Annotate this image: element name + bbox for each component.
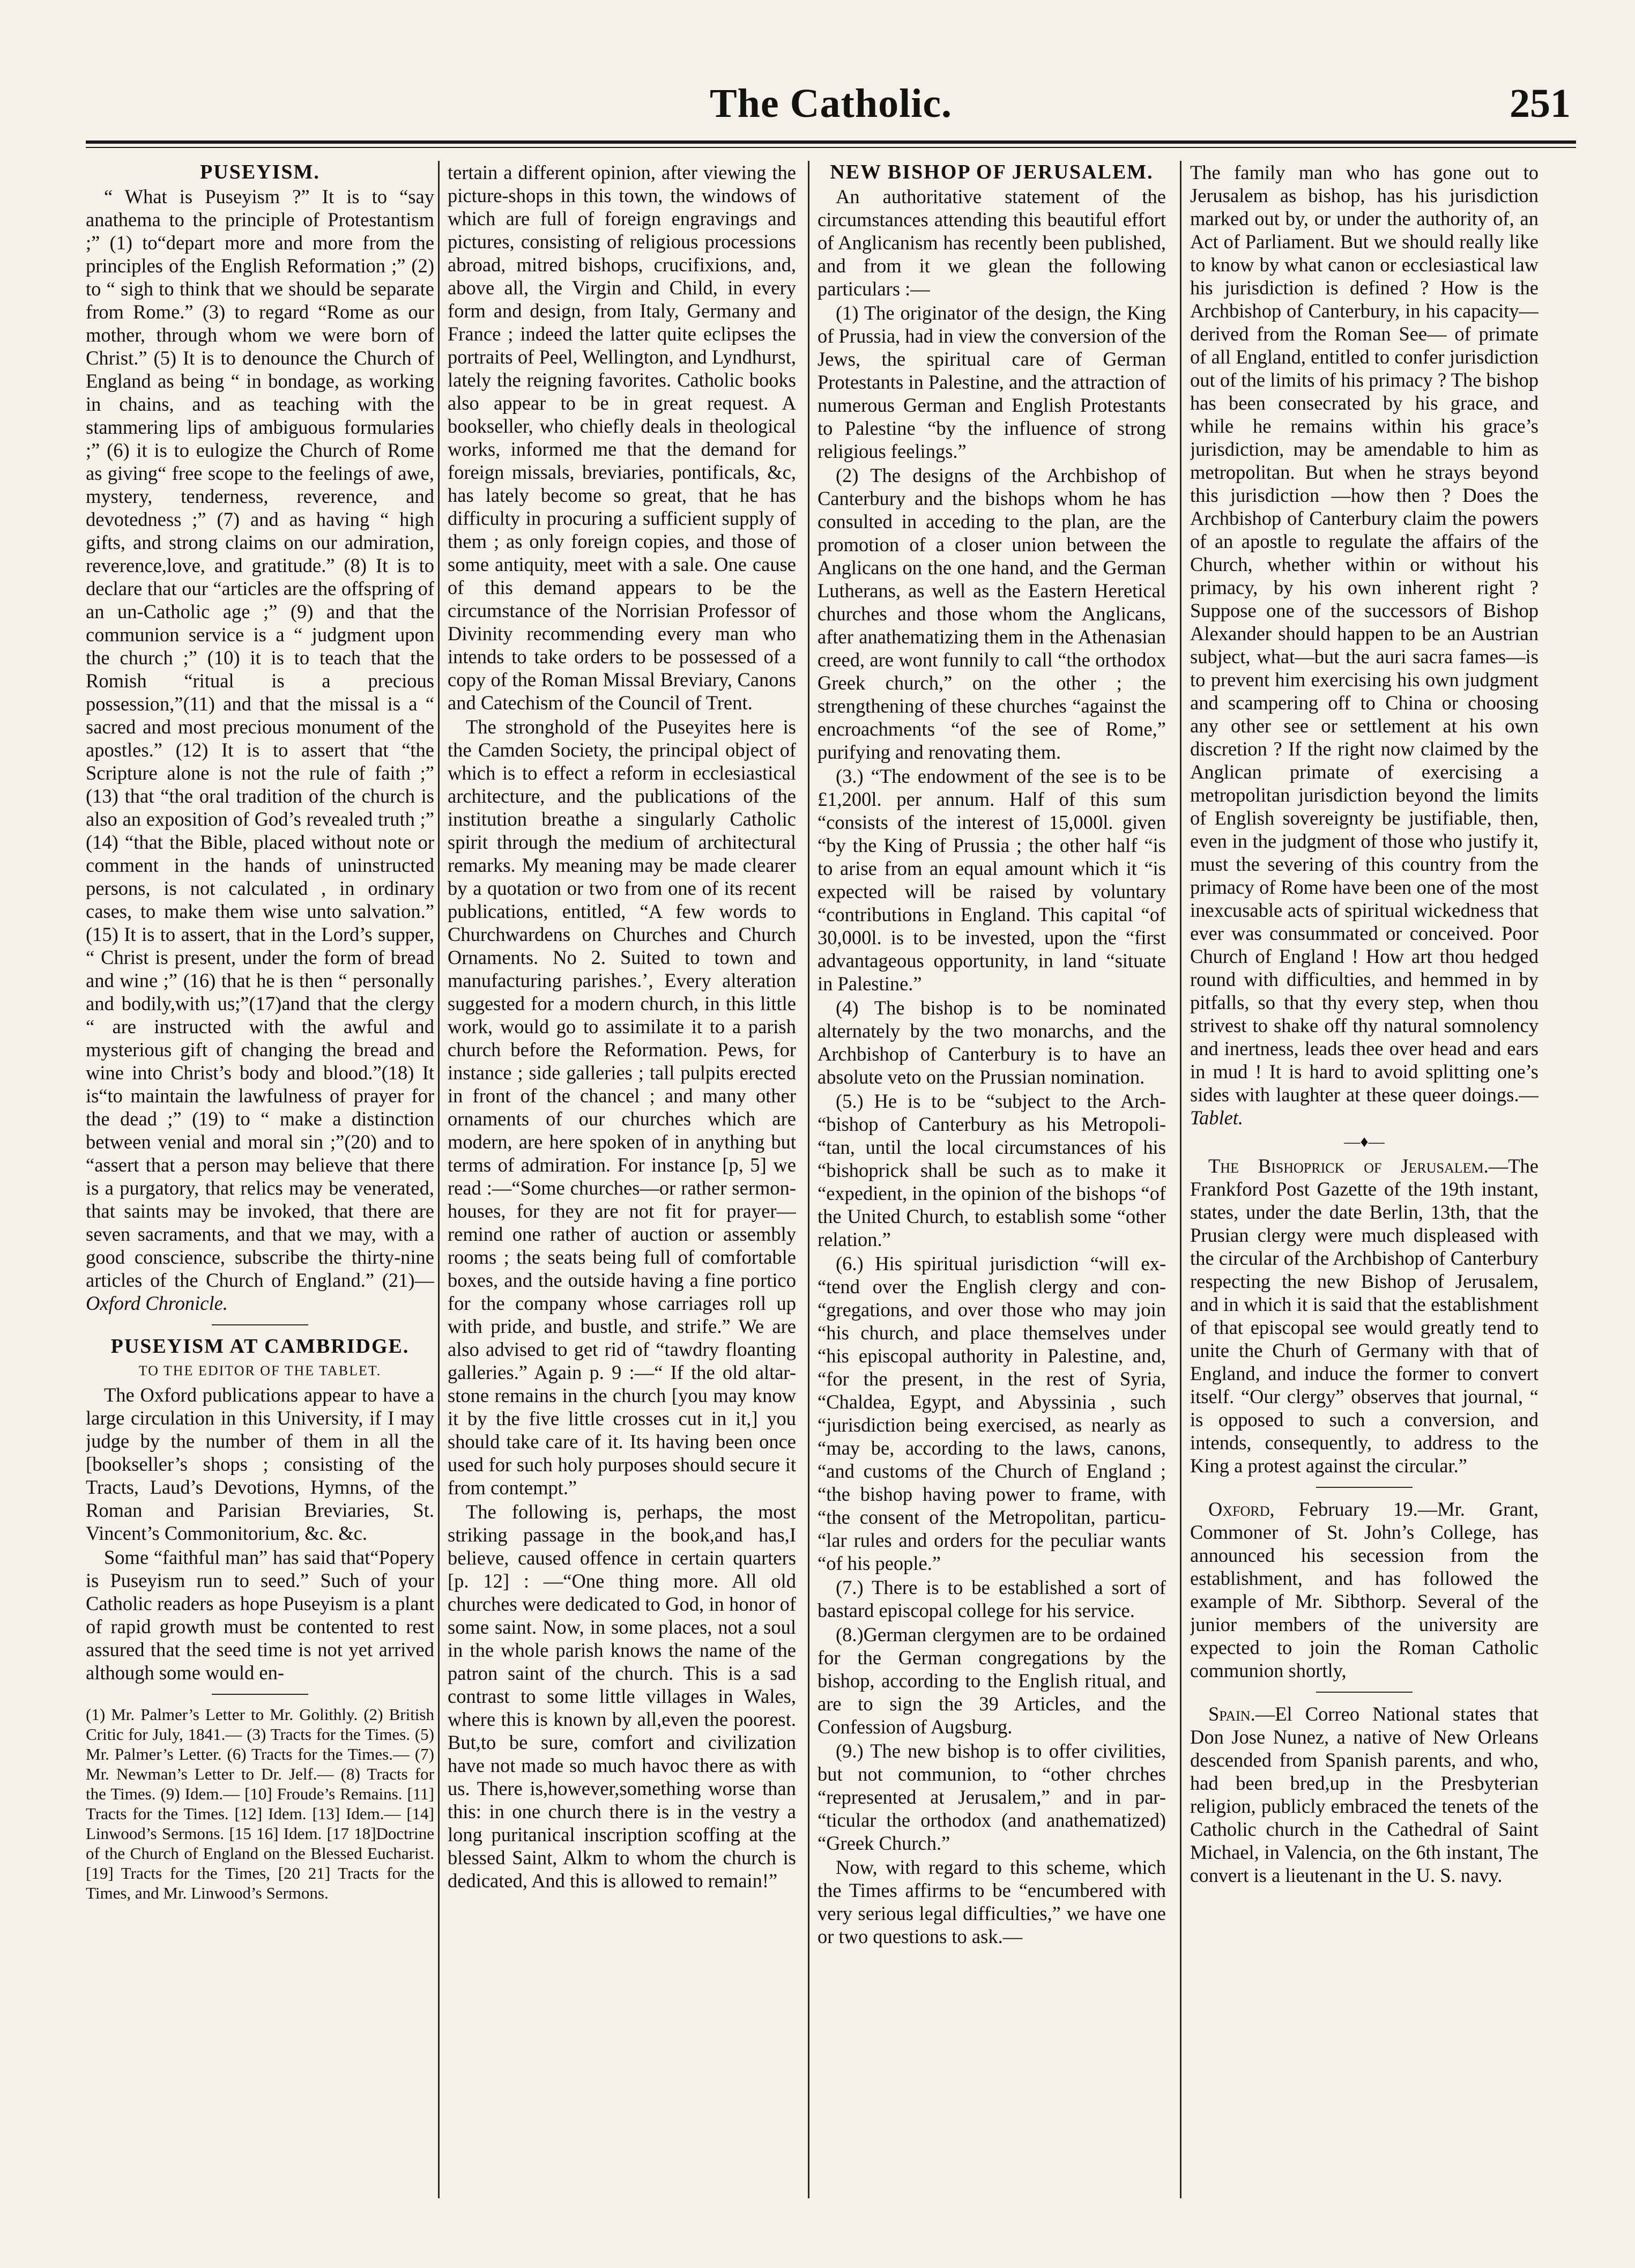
footnote-separator [212,1694,308,1695]
article-paragraph: (8.)German clergymen are to be ordained for the German congregations by the bishop, according to the English ritual, and are to sign the 39 Articles, and the Confession of Augsburg. [818,1624,1166,1738]
article-paragraph [1190,1154,1539,1477]
article-paragraph: (6.) His spiritual jurisdiction “will ex- “tend over the English clergy and con- “gregations, and over those who may join “his church, and place themselves under “his episcopal authority in Palestine, and, “for the present, in the rest of Syria, “Chaldea, Egypt, and Abyssinia , such “jurisdiction being exercised, as nearly as “may be, according to the laws, canons, “and customs of the Church of England ; “the bishop having power to frame, with “the consent of the Metropolitan, particu- “lar rules and orders for the peculiar wants “of his people.” [818,1252,1166,1574]
article-heading-puseyism: PUSEYISM. [200,161,320,183]
item-lead: Oxford, [1208,1498,1275,1520]
article-paragraph: tertain a different opinion, after viewing the picture-shops in this town, the windows of which are full of foreign engravings and pictures, consisting of religious processions abroad, mitred bishops, crucifixions, and, above all, the Virgin and Child, in every form and design, from Italy, Germany and France ; indeed the latter quite eclipses the portraits of Peel, Wellington, and Lyndhurst, lately the reigning favorites. Catholic books also appear to be in great request. A bookseller, who chiefly deals in theological works, informed me that the demand for foreign missals, breviaries, pontificals, &c, has lately become so great, that he has difficulty in procuring a sufficient supply of them ; as only foreign copies, and those of some antiquity, meet with a sale. One cause of this demand appears to be the circumstance of the Norrisian Professor of Divinity recommending every man who intends to take orders to be possessed of a copy of the Roman Missal Breviary, Canons and Catechism of the Council of Trent. [448,161,796,714]
column-divider [808,161,809,2198]
article-heading-jerusalem: NEW BISHOP OF JERUSALEM. [830,161,1154,183]
column-1 [86,161,434,2220]
article-paragraph: An authoritative statement of the circumstances attending this beautiful effort of Anglicanism has recently been published, and from it we glean the following particulars :— [818,186,1166,300]
header-rule-thin [86,147,1576,148]
section-separator [212,1324,308,1325]
article-paragraph: (2) The designs of the Archbishop of Canterbury and the bishops whom he has consulted in acceding to the plan, are the promotion of a closer union between the Anglicans on the one hand, and the German Lutherans, as well as the Eastern Heretical churches and those whom the Anglicans, after anathematizing them in the Athenasian creed, are wont funnily to call “the orthodox Greek church,” on the other ; the strengthening of these churches “against the encroachments “of the see of Rome,” purifying and renovating them. [818,464,1166,763]
article-paragraph: Now, with regard to this scheme, which the Times affirms to be “encumbered with very serious legal difficulties,” we have one or two questions to ask.— [818,1856,1166,1947]
column-2 [448,161,796,2220]
article-paragraph: (9.) The new bishop is to offer civilities, but not communion, to “other chrches “represented at Jerusalem,” and in par- “ticular the orthodox (and anathematized) “Greek Church.” [818,1740,1166,1854]
item-lead: Spain. [1208,1703,1255,1725]
column-divider [438,161,440,2198]
article-paragraph: (4) The bishop is to be nominated alternately by the two monarchs, and the Archbishop of Canterbury is to have an absolute veto on the Prussian nomination. [818,997,1166,1088]
article-paragraph [1190,1498,1539,1682]
section-separator [1316,1487,1413,1488]
paragraph-text: —El Correo National states that Don Jose Nunez, a native of New Orleans descended from Spanish parents, and who, had been bred,up in the Presbyterian religion, publicly embraced the tenets of the Catholic church in the Cathedral of Saint Michael, in Valencia, on the 6th instant, The convert is a lieutenant in the U. S. navy. [1190,1703,1539,1886]
article-paragraph [1190,161,1539,1129]
page-title: The Catholic. [709,81,953,126]
article-paragraph: (3.) “The endowment of the see is to be £1,200l. per annum. Half of this sum “consists of the interest of 15,000l. given “by the King of Prussia ; the other half “is to arise from an equal amount which it “is expected will be raised by voluntary “contributions in England. This capital “of 30,000l. is to be invested, upon the “first advantageous opportunity, in land “situate in Palestine.” [818,765,1166,995]
article-paragraph [86,185,434,1315]
article-subheading: TO THE EDITOR OF THE TABLET. [138,1363,382,1378]
paragraph-text: —The Frankford Post Gazette of the 19th instant, states, under the date Berlin, 13th, that the Prusian clergy were much displeased with the circular of the Archbishop of Canterbury respecting the new Bishop of Jerusalem, and in which it is said that the establishment of that episcopal see would greatly tend to unite the Churh of Germany with that of England, and induce the former to convert itself. “Our clergy” observes that journal, “ is opposed to such a conversion, and intends, consequently, to address to the King a protest against the circular.” [1190,1155,1539,1477]
article-paragraph: Some “faithful man” has said that“Popery is Puseyism run to seed.” Such of your Catholic readers as hope Puseyism is a plant of rapid growth must be contented to rest assured that the seed time is not yet arrived although some would en- [86,1546,434,1684]
source-credit: Tablet. [1190,1107,1244,1129]
ornament-divider: —♦— [1344,1133,1385,1151]
footnotes [86,1704,434,1903]
column-3 [818,161,1166,2220]
article-paragraph: The Oxford publications appear to have a large circulation in this University, if I may judge by the number of them in all the [bookseller’s shops ; consisting of the Tracts, Laud’s Devotions, Hymns, of the Roman and Parisian Breviaries, St. Vincent’s Commonitorium, &c. &c. [86,1384,434,1544]
page-number: 251 [1510,81,1571,126]
article-paragraph: The following is, perhaps, the most striking passage in the book,and has,I believe, caused offence in certain quarters [p. 12] : —“One thing more. All old churches were dedicated to God, in honor of some saint. Now, in some places, not a soul in the whole parish knows the name of the patron saint of the church. This is a sad contrast to some little villages in Wales, where this is known by all,even the poorest. But,to be sure, comfort and civilization have not made so much havoc there as with us. There is,however,something worse than this: in one church there is in the vestry a long puritanical inscription scoffing at the blessed Saint, Alkm to whom the church is dedicated, And this is allowed to remain!” [448,1501,796,1892]
article-paragraph: (7.) There is to be established a sort of bastard episcopal college for his service. [818,1576,1166,1621]
article-heading-cambridge: PUSEYISM AT CAMBRIDGE. [110,1335,410,1358]
paragraph-text: The family man who has gone out to Jerusalem as bishop, has his jurisdiction marked out by, or under the authority of, an Act of Parliament. But we should really like to know by what canon or ecclesiastical law his jurisdiction is defined ? How is the Archbishop of Canterbury, in his capacity—derived from the Roman See— of primate of all England, entitled to confer jurisdiction out of the limits of his primacy ? The bishop has been consecrated by his grace, and while he remains within his grace’s jurisdiction, may be amendable to him as metropolitan. But when he strays beyond this jurisdiction —how then ? Does the Archbishop of Canterbury claim the powers of an apostle to regulate the affairs of the Church, whether within or without his primacy, by his own inherent right ? Suppose one of the successors of Bishop Alexander should happen to be an Austrian subject, what—but the auri sacra fames—is to prevent him exercising his own judgment and scampering off to China or choosing any other see or settlement at his own discretion ? If the right now claimed by the Anglican primate of exercising a metropolitan jurisdiction beyond the limits of English sovereignty be justifiable, then, even in the judgment of those who justify it, must the severing of this country from the primacy of Rome have been one of the most inexcusable acts of spiritual wickedness that ever was consummated or conceived. Poor Church of England ! How art thou hedged round with difficulties, and hemmed in by pitfalls, so that thy every step, when thou strivest to shake off thy natural somnolency and inertness, leads thee over head and ears in mud ! It is hard to avoid splitting one’s sides with laughter at these queer doings.— [1190,161,1539,1106]
article-paragraph: The stronghold of the Puseyites here is the Camden Society, the principal object of which is to effect a reform in ecclesiastical architecture, and the publications of the institution breathe a singularly Catholic spirit through the medium of architectural remarks. My meaning may be made clearer by a quotation or two from one of its recent publications, entitled, “A few words to Churchwardens on Churches and Church Ornaments. No 2. Suited to town and manufacturing parishes.’, Every alteration suggested for a modern church, in this little work, would go to assimilate it to a parish church before the Reformation. Pews, for instance ; side galleries ; tall pulpits erected in front of the chancel ; and many other ornaments of our churches which are modern, are here spoken of in anything but terms of admiration. For instance [p, 5] we read :—“Some churches—or rather sermon-houses, for they are not fit for prayer—remind one rather of auction or assembly rooms ; the seats being full of comfortable boxes, and the outside having a fine portico for the company whose carriages roll up with pride, and bustle, and strife.” We are also advised to get rid of “tawdry floanting galleries.” Again p. 9 :—“ If the old altar-stone remains in the church [you may know it by the five little crosses cut in it,] you should take care of it. Its having been once used for such holy purposes should secure it from contempt.” [448,716,796,1499]
paragraph-text: February 19.—Mr. Grant, Commoner of St. John’s College, has announced his secession from the establishment, and has followed the example of Mr. Sibthorp. Several of the junior members of the university are expected to join the Roman Catholic communion shortly, [1190,1498,1539,1681]
article-paragraph: (1) The originator of the design, the King of Prussia, had in view the conversion of the Jews, the spiritual care of German Protestants in Palestine, and the attraction of numerous German and English Protestants to Palestine “by the influence of strong religious feelings.” [818,302,1166,462]
article-paragraph: (5.) He is to be “subject to the Arch- “bishop of Canterbury as his Metropoli- “tan, until the local circumstances of his “bishoprick shall be such as to make it “expedient, in the opinion of the bishops “of the United Church, to establish some “other relation.” [818,1090,1166,1250]
footnote-text: (1) Mr. Palmer’s Letter to Mr. Golithly. (2) British Critic for July, 1841.— (3) Tracts for the Times. (5) Mr. Palmer’s Letter. (6) Tracts for the Times.— (7) Mr. Newman’s Letter to Dr. Jelf.— (8) Tracts for the Times. (9) Idem.— [10] Froude’s Remains. [11] Tracts for the Times. [12] Idem. [13] Idem.— [14] Linwood’s Sermons. [15 16] Idem. [17 18]Doctrine of the Church of England on the Blessed Eucharist. [19] Tracts for the Times, [20 21] Tracts for the Times, and Mr. Linwood’s Sermons. [86,1705,434,1902]
masthead [86,75,1576,134]
paragraph-text: “ What is Puseyism ?” It is to “say anathema to the principle of Protestantism ;” (1) to“depart more and more from the principles of the English Reformation ;” (2) to “ sigh to think that we should be separate from Rome.” (3) to regard “Rome as our mother, through whom we were born of Christ.” (5) It is to denounce the Church of England as being “ in bondage, as working in chains, and as teaching with the stammering lips of ambiguous formularies ;” (6) it is to eulogize the Church of Rome as giving“ free scope to the feelings of awe, mystery, tenderness, reverence, and devotedness ;” (7) and as having “ high gifts, and strong claims on our admiration, reverence,love, and gratitude.” (8) It is to declare that our “articles are the offspring of an un-Catholic age ;” (9) and that the communion service is a “ judgment upon the church ;” (10) it is to teach that the Romish “ritual is a precious possession,”(11) and that the missal is a “ sacred and most precious monument of the apostles.” (12) It is to assert that “the Scripture alone is not the rule of faith ;” (13) that “the oral tradition of the church is also an exposition of God’s revealed truth ;” (14) “that the Bible, placed without note or comment in the hands of uninstructed persons, is not calculated , in ordinary cases, to make them wise unto salvation.” (15) It is to assert, that in the Lord’s supper, “ Christ is present, under the form of bread and wine ;” (16) that he is then “ personally and bodily,with us;”(17)and that the clergy “ are instructed with the awful and mysterious gift of changing the bread and wine into Christ’s body and blood.”(18) It is“to maintain the lawfulness of prayer for the dead ;” (19) to “ make a distinction between venial and moral sin ;”(20) and to “assert that a person may believe that there is a purgatory, that relics may be venerated, that saints may be invoked, that there are seven sacraments, and that we may, with a good conscience, subscribe the thirty-nine articles of the Church of England.” (21)— [86,186,434,1291]
header-rule [86,140,1576,144]
column-4 [1190,161,1539,2220]
item-lead: The Bishoprick of Jerusalem. [1208,1155,1489,1177]
source-credit: Oxford Chronicle. [86,1292,228,1314]
article-paragraph [1190,1702,1539,1887]
column-divider [1180,161,1181,2198]
section-separator [1316,1692,1413,1693]
